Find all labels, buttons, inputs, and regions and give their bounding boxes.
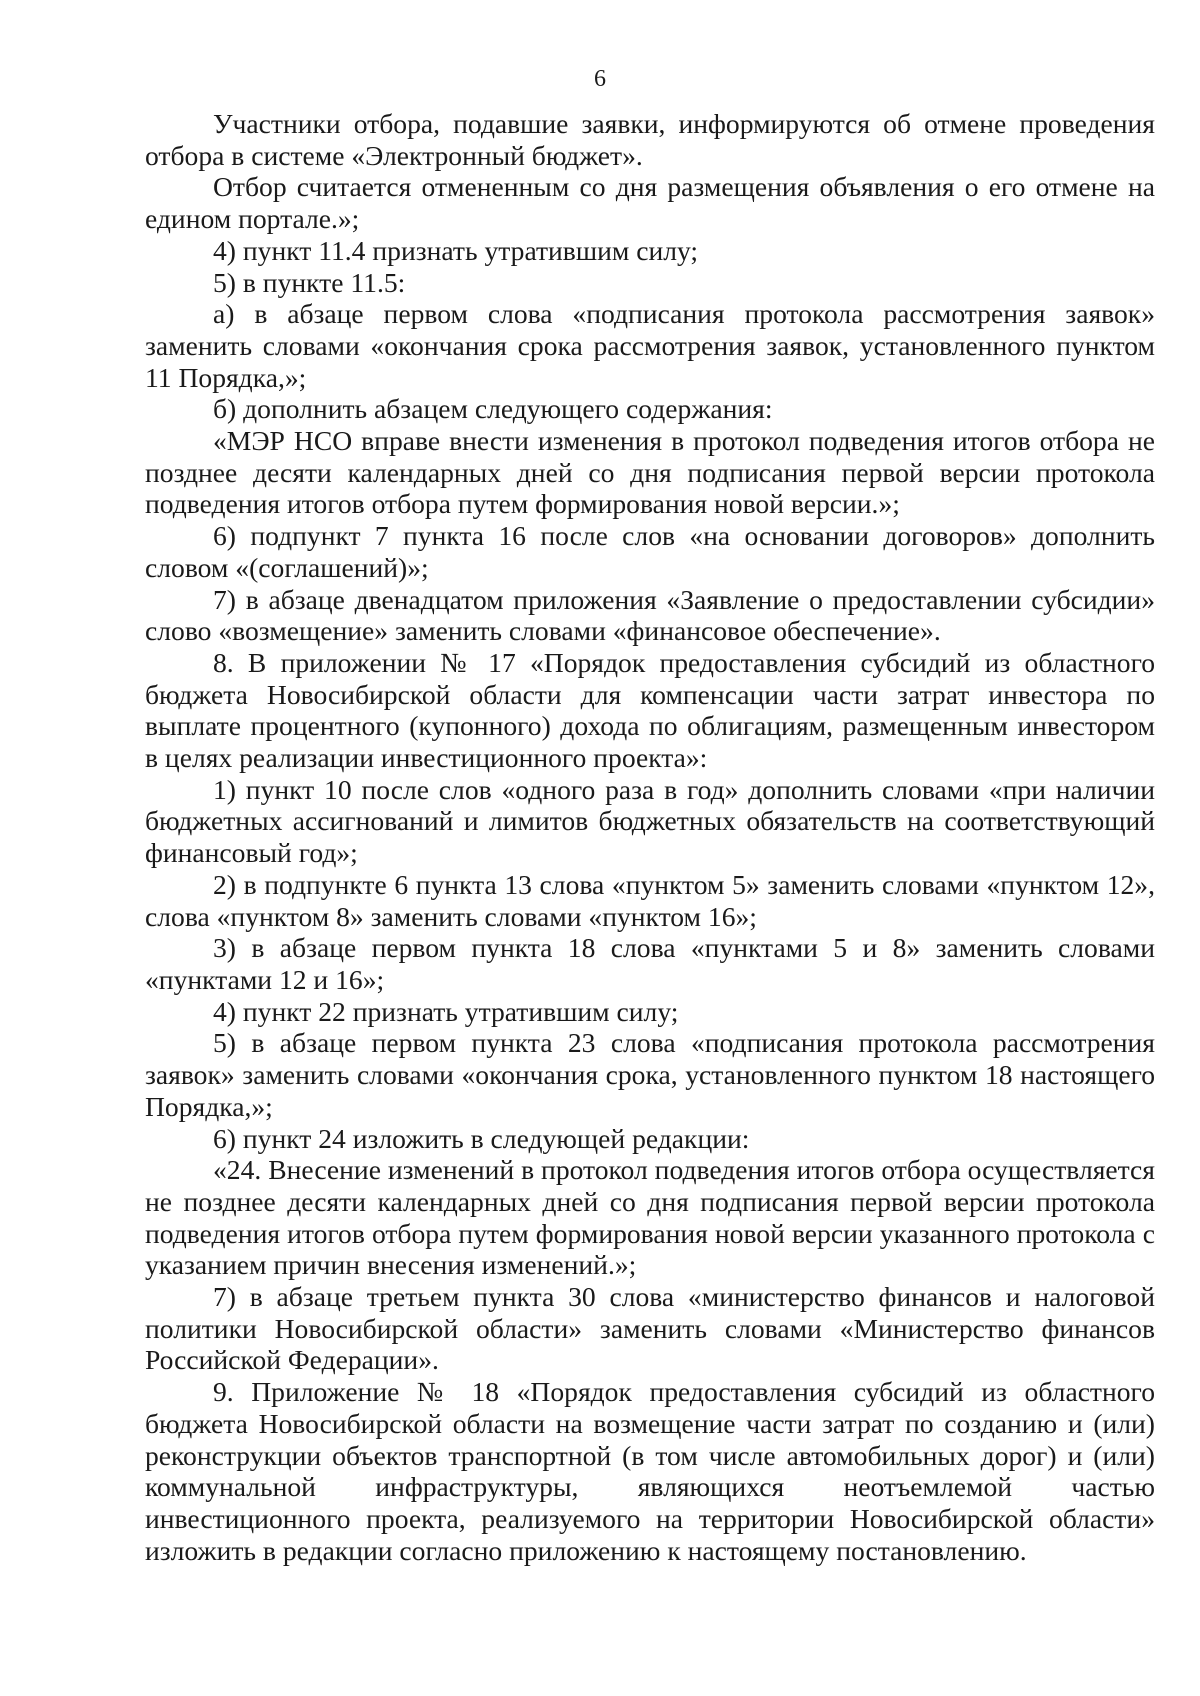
paragraph: Участники отбора, подавшие заявки, информируются об отмене проведения отбора в системе «Электронный бюджет».: [145, 108, 1155, 171]
paragraph: 1) пункт 10 после слов «одного раза в год» дополнить словами «при наличии бюджетных ассигнований и лимитов бюджетных обязательств на соответствующий финансовый год»;: [145, 773, 1155, 869]
page-number: 6: [594, 66, 606, 92]
paragraph: 6) подпункт 7 пункта 16 после слов «на основании договоров» дополнить словом «(соглашений)»;: [145, 520, 1155, 583]
paragraph: «МЭР НСО вправе внести изменения в протокол подведения итогов отбора не позднее десяти календарных дней со дня подписания первой версии протокола подведения итогов отбора путем формирования новой версии.»;: [145, 425, 1155, 520]
paragraph: 4) пункт 11.4 признать утратившим силу;: [213, 234, 699, 266]
paragraph: 7) в абзаце третьем пункта 30 слова «министерство финансов и налоговой политики Новосибирской области» заменить словами «Министерство финансов Российской Федерации».: [145, 1281, 1155, 1376]
paragraph: 2) в подпункте 6 пункта 13 слова «пунктом 5» заменить словами «пунктом 12», слова «пунктом 8» заменить словами «пунктом 16»;: [145, 868, 1155, 932]
paragraph: 6) пункт 24 изложить в следующей редакции:: [213, 1122, 750, 1154]
paragraph: 4) пункт 22 признать утратившим силу;: [213, 995, 679, 1027]
paragraph: 9. Приложение № 18 «Порядок предоставления субсидий из областного бюджета Новосибирской области на возмещение части затрат по созданию и (или) реконструкции объектов транспортной (в том числе автомобильных дорог) и (или) коммунальной инфраструктуры, являющихся неотъемлемой частью инвестиционного проекта, реализуемого на территории Новосибирской области» изложить в редакции согласно приложению к настоящему постановлению.: [145, 1376, 1155, 1566]
paragraph: 3) в абзаце первом пункта 18 слова «пунктами 5 и 8» заменить словами «пунктами 12 и 16»;: [145, 932, 1155, 995]
paragraph: 5) в абзаце первом пункта 23 слова «подписания протокола рассмотрения заявок» заменить словами «окончания срока, установленного пунктом 18 настоящего Порядка,»;: [145, 1027, 1155, 1122]
paragraph: 8. В приложении № 17 «Порядок предоставления субсидий из областного бюджета Новосибирской области для компенсации части затрат инвестора по выплате процентного (купонного) дохода по облигациям, размещенным инвестором в целях реализации инвестиционного проекта»:: [145, 646, 1155, 774]
paragraph: б) дополнить абзацем следующего содержания:: [213, 393, 773, 425]
paragraph: Отбор считается отмененным со дня размещения объявления о его отмене на едином портале.»;: [145, 171, 1155, 235]
paragraph: 7) в абзаце двенадцатом приложения «Заявление о предоставлении субсидии» слово «возмещение» заменить словами «финансовое обеспечение».: [145, 583, 1155, 647]
paragraph: 5) в пункте 11.5:: [213, 266, 406, 298]
paragraph: «24. Внесение изменений в протокол подведения итогов отбора осуществляется не позднее десяти календарных дней со дня подписания первой версии протокола подведения итогов отбора путем формирования новой версии указанного протокола с указанием причин внесения изменений.»;: [145, 1154, 1155, 1281]
document-body: [145, 108, 1155, 1566]
paragraph: а) в абзаце первом слова «подписания протокола рассмотрения заявок» заменить словами «окончания срока рассмотрения заявок, установленного пунктом 11 Порядка,»;: [145, 298, 1155, 393]
